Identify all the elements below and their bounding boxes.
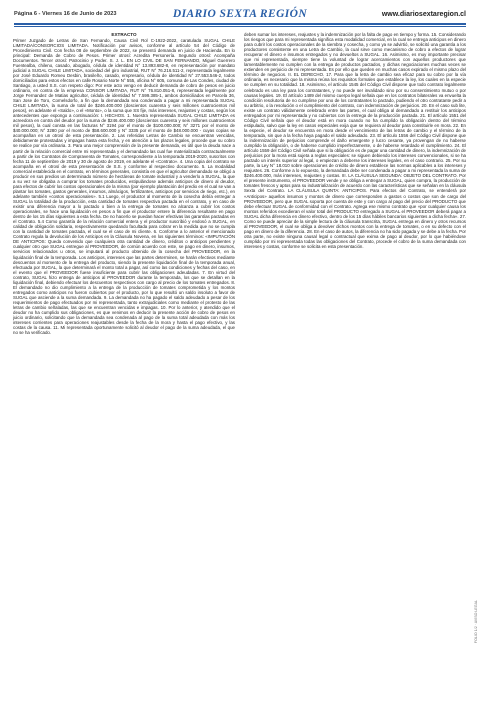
side-folio-code: FOLIO 1/2 · AVISO LEGAL xyxy=(474,600,478,644)
article-body-left: Primer Juzgado de Letras de San Fernando, Causa Civil Rol C-1922-2022, caratulada SUGAL CHILE LIMITADA/CONSORCIOS LIMITADA. Notificación por avisos, conforme al artículo 54 del Código de Procedimiento Civil. Con fecha 08 de septiembre de 2022, se presentó demanda en juicio de Hacienda. En lo principal: Demanda de Cobro de Pesos. Primer otrosí: Acredita Personería. Segundo otrosí: Acompaña Documentos. Tercer otrosí: Patrocinio y Poder. S. J. L. EN LO CIVIL DE SAN FERNANDO, Miguel Guerrero Fuentealba, chileno, casado, abogado, cédula de identidad N° 13.893.682-8, en representación por mandato judicial a SUGAL CHILE LIMITADA, sociedad del giro industrial, RUT N° 76.216.511-2, representada legalmente por José Eduardo Romeu Desbin, brasileño, casado, empresario, cédula de identidad N° 27.553.546-2, todos domiciliados para estos efectos en calle Rosario Norte N° 555, oficina N° 605, comuna de Las Condes, ciudad de Santiago, a usted S.S. con respeto digo: Por este acto vengo en deducir demanda de cobro de pesos en juicio ordinario, en contra de la empresa CONSOR LIMITADA, RUT N° 76.810.051-8, representada legalmente por Jorge Fernandez de Matias agricultor, cédula de identidad N° 7.599.385-1, ambos domiciliados en Parcela 36, San Jose de Toro, Cornelsdorfo, a fin que la demandada sea condenada a pagar a mi representada SUGAL CHILE LIMITADA, la suma de total de $246.400.000 (doscientos cuarenta y seis millones cuatrocientos mil pesos), en adelante el «Saldo», o el «Monto», o la suma que SS fije, más intereses, reajustes y costas, según los antecedentes que expongo a continuación: I. HECHOS. 1. Nuestra representada SUGAL CHILE LIMITADA es acreedora en contra del deudor por la suma de $246.400.000 (doscientos cuarenta y seis millones cuatrocientos mil pesos), la cual consta en las facturas N° 3194 por el monto de $100.000.000; N° 3271 por el monto de $40.000.000; N° 3280 por el monto de $58.600.000 y N° 3335 por el monto de $48.000.000 - cuyas copias se acompañan en un otrosí de esta presentación. 2. Las referidas Letras de Cambio se encuentran vencidas, debidamente protestadas y impagas hasta esta fecha, y en atención a los plazos legales, procede que su cobro se realice por vía ordinaria. 3. Para una mejor comprensión de la presente demanda, es útil que la deuda nace a partir de la relación comercial entre mi representada y el demandado las cual fue materializada contractualmente a partir de los Contratos de Compraventa de Tomates, correspondiente a la temporada 2019-2020, suscritos con fecha 11 de septiembre de 2019 y 30 de agosto de 2019, en adelante el «Contrato». 4. Una copia del contrato se acompaña en el otrosí de esta presentación de S.S. y conforme al respectivo documento. 5. La modalidad comercial establecida en el contrato, en términos generales, consistía en que el agricultor demandado se obligó a producir en sus predios un determinado número de hectáreas de tomate industrial y a venderlo a SUGAL, la que a su vez se obligaba a comprar los tomates producidos, estipulándose además anticipos de dinero al deudor, para efectos de cubrir los costos operacionales de la misma (por ejemplo plantación del predio en el cual se van a plantar los tomates, gastos generales, insumos, almácigos, fertilizantes, anticipos por servicios de riego, etc.), en adelante también «costos operacionales». 5.1 Luego, el productor al momento de la cosecha debía entregar a SUGAL la totalidad de la producción, esta cantidad de tomates respectiva pactada en el contrato, y en caso de existir una diferencia mayor a lo pactado o bien a la entrega de tomates no alcanza a cubrir los costos operacionales, se hace una liquidación en pesos a fin que el productor entere la diferencia resultante en pago dentro de los 15 días siguientes a esta fecha. De no hacerlo se puedan hacer efectivas las garantías pactadas en el Contrato. 5.4 Como garantía de la relación comercial entera y el productor suscribió y endosó a SUGAL, en calidad de obligación solidaria, respectivamente quedando facultada para cobrar en la medida que no se cumpla con la cantidad de tomates pactada, el cual se el caso de mi cliente. 6. Conforme a lo anterior el mencionado Contrato regula la devolución de los Anticipos en la Cláusula Novena, en los siguientes términos: «IMPUTACIÓN DE ANTICIPOS: Queda convenido que cualquiera otra cantidad de dinero, créditos o anticipos pendientes y cualquier otro que SUGAL entregue al PROVEEDOR, de común acuerdo con este, se pago en dinero, insumos, servicios relacionados u otros, se imputará al producto obtenido de la cosecha del PROVEEDOR, en la liquidación final de la temporada. Los anticipos, intereses que las partes determinen, se harán efectivos mediante descuentos al momento de la entrega del producto, siendo la presente liquidación final de la temporada anual, efectuada por SUGAL, la que determinará el monto total a pagar, así como las condiciones y fechas del caso, en el evento que el PROVEEDOR fuese insuficiente para cubrir las obligaciones adeudadas. 7. En virtud del contrato, SUGAL hizo entrega de anticipos al PROVEEDOR durante la temporada, los que se detallan en la liquidación final, debiendo efectuar los descuentos respectivos con cargo al precio de los tomates entregados. 8. El demandado no dio cumplimiento a la entrega de la producción de tomates comprometida y los montos entregados como anticipos no fueron cubiertos por el producto, por lo que resultó un saldo insoluto a favor de SUGAL que asciende a la suma demandada. 9. La demandada no ha pagado el saldo adeudado a pesar de los requerimientos de pago efectuados por mi representada, tanto extrajudiciales como mediante el protesto de las letras de cambio señaladas, las que se encuentran vencidas e impagas. 10. Por lo anterior, y atendido que el deudor no ha cumplido sus obligaciones, es que venimos en deducir la presente acción de cobro de pesos en juicio ordinario, solicitando que la demandada sea condenada al pago de la suma total adeudada con más los intereses corrientes para operaciones reajustables desde la fecha de la mora y hasta el pago efectivo, y las costas de la causa. 11. Mi representada oportunamente solicitó al deudor el pago de la suma adeudada, el que no se ha verificado. xyxy=(13,37,235,336)
newspaper-masthead: DIARIO SEXTA REGIÓN xyxy=(172,8,308,20)
article-columns xyxy=(13,32,466,707)
website-link[interactable]: www.diariosextaregion.cl xyxy=(381,10,466,18)
page-number: Página 6 - Viernes 16 de Junio de 2023 xyxy=(14,11,117,17)
column-right xyxy=(244,32,466,707)
article-body-right: deben sumar los intereses, reajustes y la indemnización por la falta de pago en tiempo y forma. 15. Considerando los riesgos que para mi representada significa esta modalidad comercial, en la cual se entrega anticipos en dinero para cubrir los costos operacionales de la siembra y cosecha, y como ya se advirtió, se solicitó una garantía a los productores consistente en una Letra de Cambio, la cual sirve como mecanismo de cobro a efectos de lograr recuperar el dinero e insumos entregados y no devueltos a SUGAL. 16. Asimismo, es muy importante precisar que mi representada, siempre tiene la voluntad de lograr acercamientos con aquellos productores que lamentablemente no cumplen con la entrega de productos pactados, y dichas negociaciones muchas veces se extienden en perjuicio de mi representada. Es por ello que queden en muchas casos expirado el mismo plazo del término de negocios. II. EL DERECHO. 17. Para que la letra de cambio sea eficaz para su cobro por la vía ordinaria, es necesario que la misma reúna los requisitos formales que establece la ley, los cuales en la especie se cumplen en su totalidad. 18. Asimismo, el artículo 1545 del Código Civil dispone que todo contrato legalmente celebrado es una ley para los contratantes, y no puede ser invalidado sino por su consentimiento mutuo o por causas legales. 19. El artículo 1489 del mismo cuerpo legal señala que en los contratos bilaterales va envuelta la condición resolutoria de no cumplirse por uno de los contratantes lo pactado, pudiendo el otro contratante pedir a su arbitrio, o la resolución o el cumplimiento del contrato, con indemnización de perjuicios. 20. En el caso sub lite, existe un contrato válidamente celebrado entre las partes, el cual obliga al demandado a restituir los anticipos entregados por mi representada y no cubiertos con la entrega de la producción pactada. 21. El artículo 1551 del Código Civil señala que el deudor está en mora cuando no ha cumplido la obligación dentro del término estipulado, salvo que la ley en casos especiales exija que se requiera al deudor para constituirle en mora. 22. En la especie, el deudor se encuentra en mora desde el vencimiento de las letras de cambio y el término de la temporada, sin que a la fecha haya pagado el saldo adeudado. 23. El artículo 1556 del Código Civil dispone que la indemnización de perjuicios comprende el daño emergente y lucro cesante, ya provengan de no haberse cumplido la obligación, o de haberse cumplido imperfectamente, o de haberse retardado el cumplimiento. 24. El artículo 1559 del Código Civil señala que si la obligación es de pagar una cantidad de dinero, la indemnización de perjuicios por la mora está sujeta a reglas especiales: se siguen debiendo los intereses convencionales, si se ha pactado un interés superior al legal, o empiezan a deberse los intereses legales, en el caso contrario. 25. Por su parte, la Ley N° 18.010 sobre operaciones de crédito de dinero establece las normas aplicables a los intereses y reajustes. 26. Conforme a lo expuesto, la demandada debe ser condenada a pagar a mi representada la suma de $246.400.000, más intereses, reajustes y costas. III. LA CLÁUSULA SEGUNDA: OBJETO DEL CONTRATO. Por el presente instrumento, el PROVEEDOR vende y se obliga a entregar a SUGAL, quien compra, la producción de tomates frescos y aptos para su industrialización de acuerdo con las características que se señalan en la cláusula Sexta del Contrato. LA CLÁUSULA QUINTA: ANTICIPOS. Para efectos del Contrato, se entenderá por «Anticipos» aquellos insumos y montos de dinero que corresponden a gastos o costos que son de cargo del PROVEEDOR, pero que SUGAL soporta por cuenta de este y con cargo al pago del precio del PRODUCTO que debe efectuar SUGAL de conformidad con el Contrato. Agrega ese mismo contrato que «por cualquier causa los montos referidos excedieran el valor total del PRODUCTO entregado a SUGAL el PROVEEDOR deberá pagar a SUGAL dicha diferencia en dinero efectivo, dentro de los 15 días hábiles bancarios siguientes a dicha fecha». 27. Como se puede apreciar de la simple lectura de la cláusula transcrita, SUGAL entrega en dinero y otros recursos al PROVEEDOR, el cual se obliga a devolver dichos montos con la entrega de tomates, o en su defecto con el pago en dinero de la diferencia. 28. En el caso de autos, la diferencia no ha sido pagada y se debe a la fecha. Por otra parte, no existe ninguna causal legal o contractual que exima de pago al deudor, por lo que habiéndose cumplido por mi representada todas las obligaciones del Contrato, procede el cobro de la suma demandada con intereses y costas, conforme se solicita en esta presentación. xyxy=(244,32,466,249)
page-header xyxy=(14,6,466,22)
header-rule-thin xyxy=(14,26,466,27)
column-left xyxy=(13,32,235,707)
header-rule xyxy=(14,23,466,25)
article-title: EXTRACTO xyxy=(111,32,137,37)
